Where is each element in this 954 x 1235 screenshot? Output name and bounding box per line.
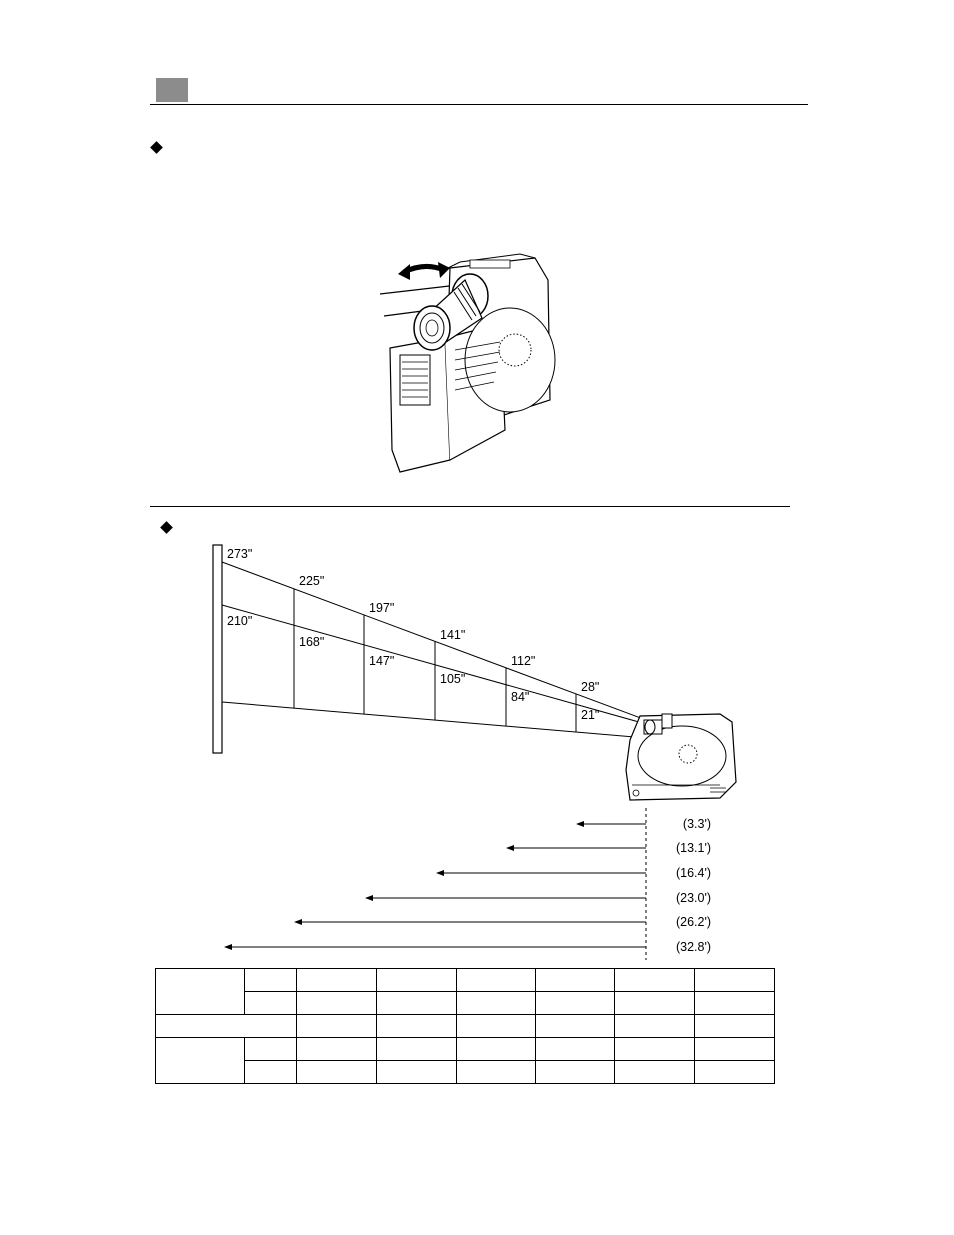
table-cell [615,969,695,992]
distance-label: (26.2') [675,915,711,929]
specification-table [155,968,775,1084]
table-cell [297,969,377,992]
arrowhead-icon [506,845,514,851]
table-cell [457,1061,536,1084]
table-cell [695,1015,775,1038]
min-diagonal-label: 105" [440,672,466,686]
max-diagonal-label: 112" [511,654,536,668]
distance-label: (3.3') [682,817,711,831]
arrowhead-icon [576,821,584,827]
table-cell [297,992,377,1015]
max-diagonal-label: 273" [227,547,253,561]
table-cell [615,1038,695,1061]
distance-labels [676,817,711,954]
table-cell [536,1061,615,1084]
table-cell [297,1015,377,1038]
table-cell [457,992,536,1015]
table-cell [457,1015,536,1038]
max-diagonal-label: 197" [369,601,395,615]
table-cell [377,992,457,1015]
min-diagonal-label: 168" [299,635,325,649]
distance-label: (32.8') [675,940,711,954]
arrowhead-icon [365,895,373,901]
distance-label: (23.0') [675,891,711,905]
table-cell [615,992,695,1015]
table-cell [457,1038,536,1061]
table-row [156,1038,775,1061]
table-cell [695,1038,775,1061]
min-diagonal-label: 147" [369,654,395,668]
table-cell [615,1061,695,1084]
min-diagonal-label: 84" [511,690,530,704]
table-cell [536,992,615,1015]
max-diagonal-label: 28" [581,680,600,694]
screen [213,545,222,753]
table-row [156,1061,775,1084]
table-cell [377,969,457,992]
table-cell [536,969,615,992]
table-cell [156,1015,297,1038]
table-cell [377,1038,457,1061]
arrowhead-icon [294,919,302,925]
max-diagonal-label: 225" [299,574,325,588]
projector-side-illustration [626,714,736,800]
projection-ray-top [222,562,646,720]
table-cell [297,1061,377,1084]
table-cell [457,969,536,992]
projection-ray-middle [222,605,646,724]
table-cell [245,992,297,1015]
arrowhead-icon [436,870,444,876]
table-cell [536,1015,615,1038]
max-diagonal-label: 141" [440,628,466,642]
table-cell [245,969,297,992]
image-size-labels [227,547,599,722]
table-cell [245,1038,297,1061]
table-cell [695,969,775,992]
table-cell [377,1015,457,1038]
table-cell [615,1015,695,1038]
arrowhead-icon [224,944,232,950]
distance-label: (16.4') [675,866,711,880]
table-cell [536,1038,615,1061]
distance-label: (13.1') [675,841,711,855]
table-row [156,992,775,1015]
table-cell [377,1061,457,1084]
table-cell [156,969,245,1015]
table-cell [156,1038,245,1084]
distance-arrows [224,821,646,950]
table-cell [245,1061,297,1084]
min-diagonal-label: 21" [581,708,600,722]
table-row [156,1015,775,1038]
table-cell [695,992,775,1015]
table-cell [297,1038,377,1061]
min-diagonal-label: 210" [227,614,253,628]
table-row [156,969,775,992]
table-cell [695,1061,775,1084]
